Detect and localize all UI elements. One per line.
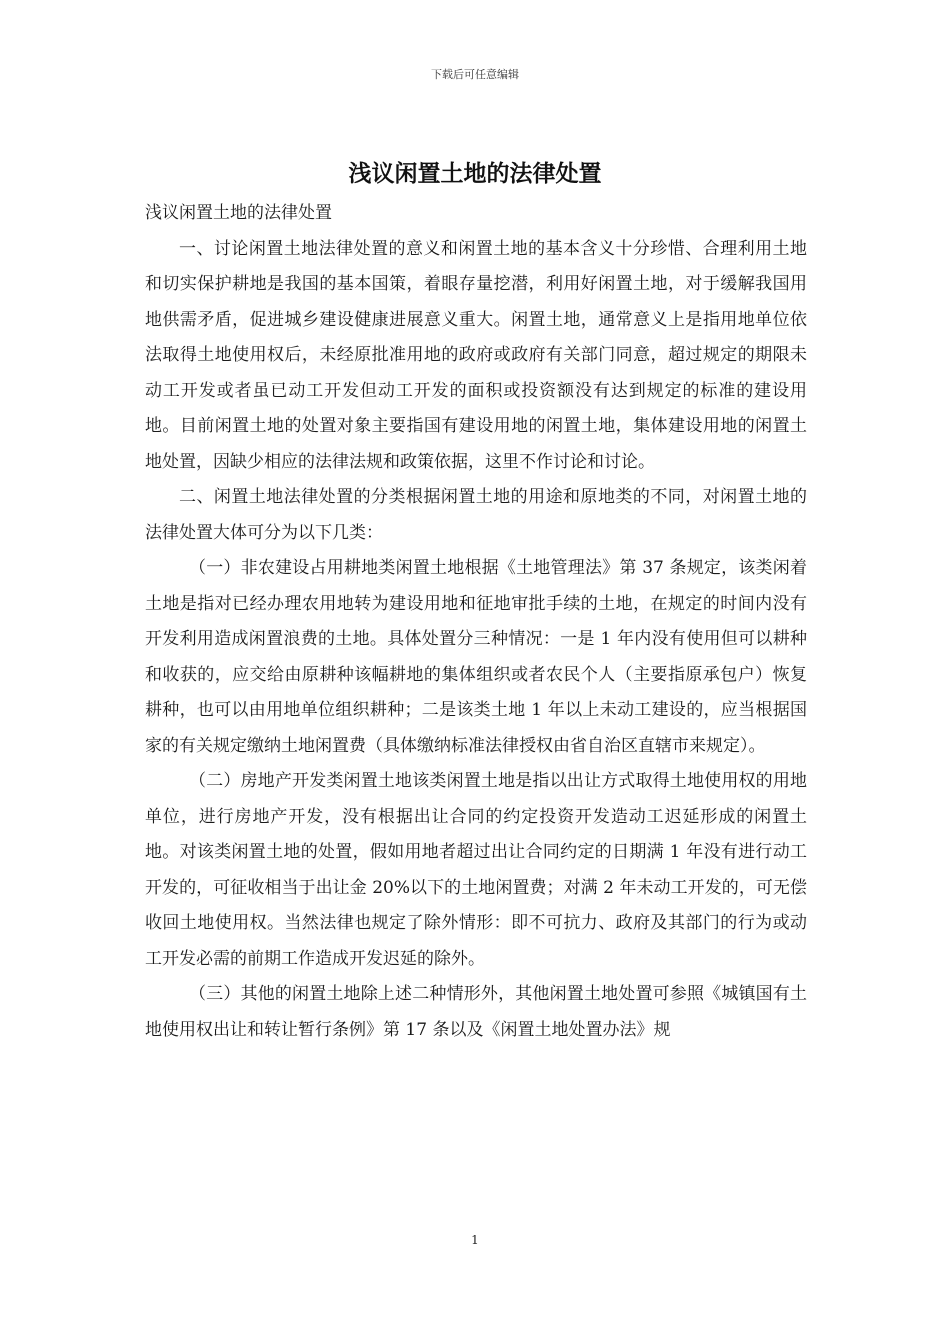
header-note: 下载后可任意编辑 bbox=[431, 68, 519, 81]
paragraph-farmland: （一）非农建设占用耕地类闲置土地根据《土地管理法》第 37 条规定，该类闲着土地是指对已经办理农用地转为建设用地和征地审批手续的土地，在规定的时间内没有开发利用造成闲置浪费的土地。具体处置分三种情况：一是 1 年内没有使用但可以耕种和收获的，应交给由原耕种该幅耕地的集体组织或者农民个人（主要指原承包户）恢复耕种，也可以由用地单位组织耕种；二是该类土地 1 年以上未动工建设的，应当根据国家的有关规定缴纳土地闲置费（具体缴纳标准法律授权由省自治区直辖市来规定）。 bbox=[145, 558, 807, 756]
paragraph-significance: 一、讨论闲置土地法律处置的意义和闲置土地的基本含义十分珍惜、合理利用土地和切实保护耕地是我国的基本国策，着眼存量挖潜，利用好闲置土地，对于缓解我国用地供需矛盾，促进城乡建设健康进展意义重大。闲置土地，通常意义上是指用地单位依法取得土地使用权后，未经原批准用地的政府或政府有关部门同意，超过规定的期限未动工开发或者虽已动工开发但动工开发的面积或投资额没有达到规定的标准的建设用地。目前闲置土地的处置对象主要指国有建设用地的闲置土地，集体建设用地的闲置土地处置，因缺少相应的法律法规和政策依据，这里不作讨论和讨论。 bbox=[145, 238, 807, 472]
page-number: 1 bbox=[471, 1233, 479, 1247]
paragraph-classification: 二、闲置土地法律处置的分类根据闲置土地的用途和原地类的不同，对闲置土地的法律处置大体可分为以下几类： bbox=[145, 487, 807, 543]
document-body bbox=[145, 196, 807, 1048]
paragraph-real-estate: （二）房地产开发类闲置土地该类闲置土地是指以出让方式取得土地使用权的用地单位，进行房地产开发，没有根据出让合同的约定投资开发造动工迟延形成的闲置土地。对该类闲置土地的处置，假如用地者超过出让合同约定的日期满 1 年没有进行动工开发的，可征收相当于出让金 20%以下的土地闲置费；对满 2 年未动工开发的，可无偿收回土地使用权。当然法律也规定了除外情形：即不可抗力、政府及其部门的行为或动工开发必需的前期工作造成开发迟延的除外。 bbox=[145, 771, 807, 969]
document-title: 浅议闲置土地的法律处置 bbox=[348, 160, 602, 187]
document-subtitle: 浅议闲置土地的法律处置 bbox=[145, 203, 332, 223]
paragraph-other: （三）其他的闲置土地除上述二种情形外，其他闲置土地处置可参照《城镇国有土地使用权出让和转让暂行条例》第 17 条以及《闲置土地处置办法》规 bbox=[145, 984, 807, 1040]
